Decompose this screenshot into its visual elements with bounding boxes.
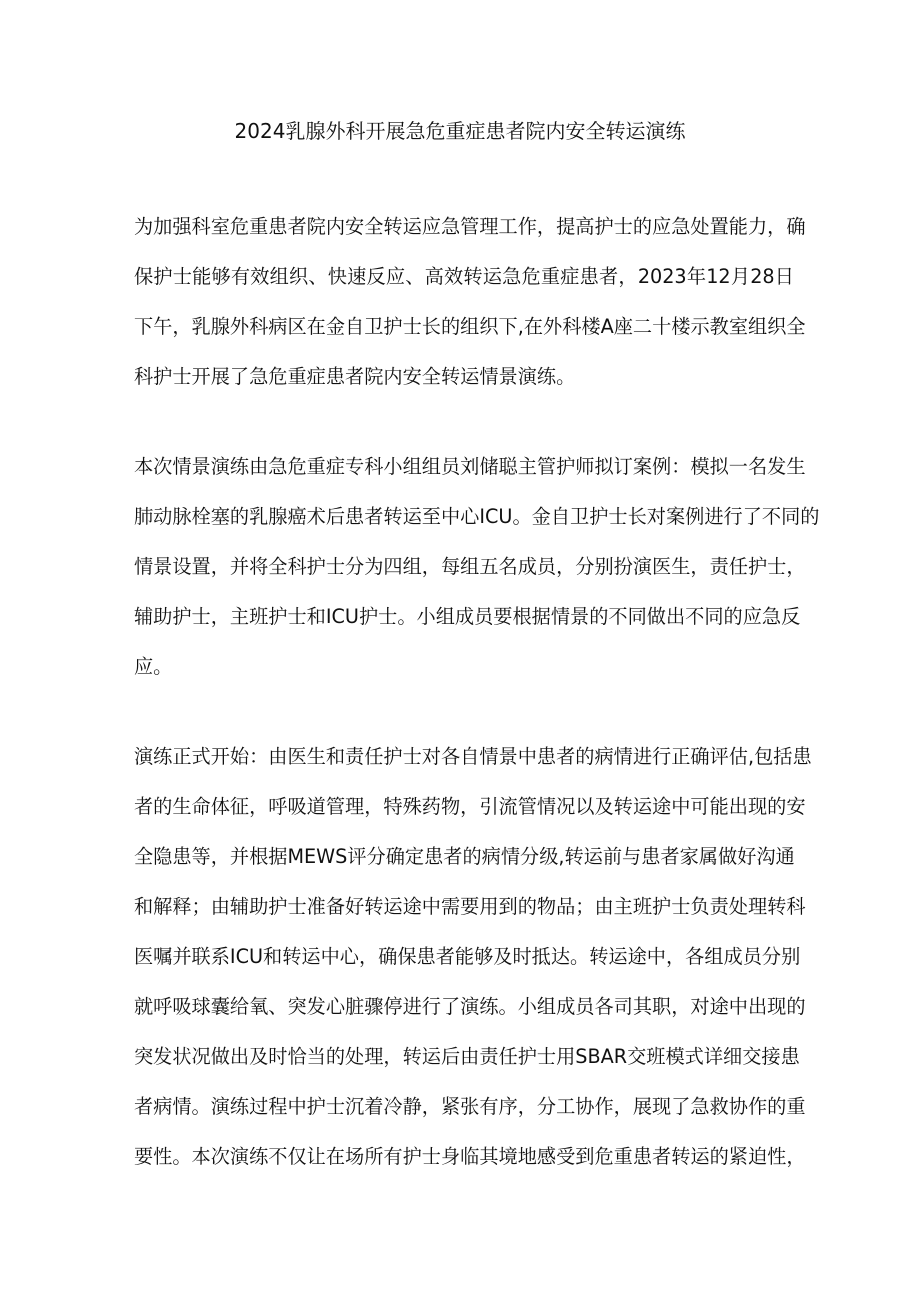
- paragraph-line: 要性。本次演练不仅让在场所有护士身临其境地感受到危重患者转运的紧迫性，: [134, 1145, 806, 1168]
- paragraph-line: 科护士开展了急危重症患者院内安全转运情景演练。: [134, 365, 576, 388]
- paragraph-line: 突发状况做出及时恰当的处理，转运后由责任护士用SBAR交班模式详细交接患: [134, 1045, 800, 1068]
- paragraph-2: [134, 442, 820, 692]
- paragraph-line: 情景设置，并将全科护士分为四组，每组五名成员，分别扮演医生，责任护士，: [134, 555, 806, 578]
- paragraph-line: 本次情景演练由急危重症专科小组组员刘储聪主管护师拟订案例：模拟一名发生: [134, 455, 806, 478]
- document-title: 2024乳腺外科开展急危重症患者院内安全转运演练: [234, 119, 686, 143]
- paragraph-line: 辅助护士，主班护士和ICU护士。小组成员要根据情景的不同做出不同的应急反: [134, 605, 801, 628]
- paragraph-line: 医嘱并联系ICU和转运中心，确保患者能够及时抵达。转运途中，各组成员分别: [134, 945, 801, 968]
- paragraph-line: 演练正式开始：由医生和责任护士对各自情景中患者的病情进行正确评估,包括患: [134, 745, 812, 768]
- paragraph-line: 肺动脉栓塞的乳腺癌术后患者转运至中心ICU。金自卫护士长对案例进行了不同的: [134, 505, 820, 528]
- paragraph-line: 就呼吸球囊给氧、突发心脏骤停进行了演练。小组成员各司其职，对途中出现的: [134, 995, 806, 1018]
- paragraph-line: 者病情。演练过程中护士沉着冷静，紧张有序，分工协作，展现了急救协作的重: [134, 1095, 806, 1118]
- paragraph-1: [134, 202, 806, 402]
- paragraph-line: 应。: [134, 655, 173, 678]
- paragraph-3: [134, 732, 812, 1182]
- paragraph-line: 保护士能够有效组织、快速反应、高效转运急危重症患者，2023年12月28日: [134, 265, 794, 288]
- paragraph-line: 全隐患等，并根据MEWS评分确定患者的病情分级,转运前与患者家属做好沟通: [134, 845, 795, 868]
- paragraph-line: 和解释；由辅助护士准备好转运途中需要用到的物品；由主班护士负责处理转科: [134, 895, 806, 918]
- paragraph-line: 下午，乳腺外科病区在金自卫护士长的组织下,在外科楼A座二十楼示教室组织全: [134, 315, 806, 338]
- paragraph-line: 为加强科室危重患者院内安全转运应急管理工作，提高护士的应急处置能力，确: [134, 215, 806, 238]
- paragraph-line: 者的生命体征，呼吸道管理，特殊药物，引流管情况以及转运途中可能出现的安: [134, 795, 806, 818]
